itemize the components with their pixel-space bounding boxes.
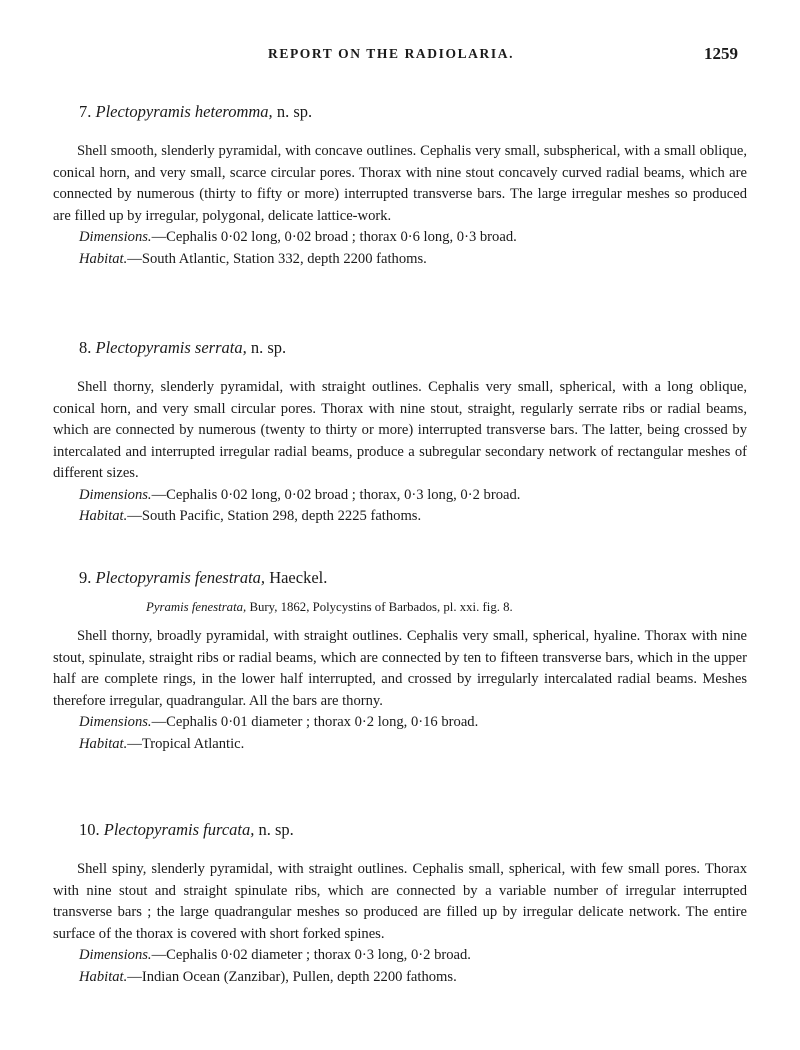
species-authority: n. sp. xyxy=(276,102,313,121)
species-description: Shell spiny, slenderly pyramidal, with straight outlines. Cephalis small, spherical, with few small pores. Thorax with nine stout and straight spinulate ribs, which are connected by a variable number of irregular interrupted transverse bars ; the large quadrangular meshes so produced are filled up by irregular delicate network. The entire surface of the thorax is covered with short forked spines. xyxy=(53,861,747,942)
habitat-label: Habitat. xyxy=(79,968,128,985)
habitat-line xyxy=(79,967,747,989)
species-entry-8 xyxy=(53,337,747,528)
species-name: Plectopyramis fenestrata, xyxy=(95,568,266,587)
dimensions-label: Dimensions. xyxy=(79,714,152,730)
species-number: 10. xyxy=(79,820,100,839)
species-heading xyxy=(79,567,747,589)
species-number: 7. xyxy=(79,102,92,121)
species-description: Shell smooth, slenderly pyramidal, with concave outlines. Cephalis very small, subspherical, with a small oblique, conical horn, and very small, scarce circular pores. Thorax with nine stout concavely curved radial beams, which are connected by numerous (thirty to fifty or more) interrupted transverse bars. The large irregular meshes so produced are filled up by irregular, polygonal, delicate lattice-work. xyxy=(53,143,747,224)
page-header xyxy=(0,44,800,68)
species-heading xyxy=(79,101,747,123)
habitat-text: —South Atlantic, Station 332, depth 2200 fathoms. xyxy=(127,250,427,267)
species-name: Plectopyramis furcata, xyxy=(103,820,255,839)
habitat-text: —Tropical Atlantic. xyxy=(127,735,245,752)
species-authority: n. sp. xyxy=(258,820,294,839)
habitat-label: Habitat. xyxy=(79,735,128,752)
species-entry-7 xyxy=(53,101,747,270)
species-description: Shell thorny, broadly pyramidal, with straight outlines. Cephalis very small, spherical, hyaline. Thorax with nine stout, spinulate, straight ribs or radial beams, which are connected by ten to fifteen transverse bars, which in the upper half are complete rings, in the lower half interrupted, and crossed by irregularly intercalated radial beams. Meshes therefore irregular, quadrangular. All the bars are thorny. xyxy=(53,628,747,709)
page-number: 1259 xyxy=(704,44,738,63)
dimensions-text: —Cephalis 0·02 long, 0·02 broad ; thorax, 0·3 long, 0·2 broad. xyxy=(151,486,521,503)
species-heading xyxy=(79,819,747,841)
dimensions-label: Dimensions. xyxy=(79,947,152,963)
running-head: REPORT ON THE RADIOLARIA. xyxy=(268,46,515,61)
habitat-label: Habitat. xyxy=(79,508,128,524)
dimensions-line xyxy=(79,485,747,507)
synonym-name: Pyramis fenestrata, xyxy=(146,600,247,614)
dimensions-text: —Cephalis 0·01 diameter ; thorax 0·2 long, 0·16 broad. xyxy=(151,714,479,730)
habitat-text: —Indian Ocean (Zanzibar), Pullen, depth 2200 fathoms. xyxy=(127,968,457,985)
dimensions-label: Dimensions. xyxy=(79,486,152,503)
dimensions-line xyxy=(79,712,747,734)
habitat-text: —South Pacific, Station 298, depth 2225 fathoms. xyxy=(127,508,422,524)
dimensions-line xyxy=(79,227,747,249)
habitat-line xyxy=(79,506,747,528)
synonym-citation: Bury, 1862, Polycystins of Barbados, pl. xxi. fig. 8. xyxy=(249,600,513,614)
species-name: Plectopyramis serrata, xyxy=(95,338,247,357)
dimensions-line xyxy=(79,945,747,967)
synonym-reference xyxy=(146,598,747,616)
species-authority: Haeckel. xyxy=(269,568,328,587)
species-name: Plectopyramis heteromma, xyxy=(95,102,273,121)
species-authority: n. sp. xyxy=(250,338,287,357)
species-description: Shell thorny, slenderly pyramidal, with straight outlines. Cephalis very small, spherical, with a long oblique, conical horn, and very small circular pores. Thorax with nine stout, straight, regularly serrate ribs or radial beams, which are connected by numerous (twenty to thirty or more) interrupted transverse bars. The latter, being crossed by intercalated and interrupted irregular radial beams, produce a subregular secondary network of rectangular meshes of different sizes. xyxy=(53,379,747,481)
dimensions-label: Dimensions. xyxy=(79,229,152,245)
species-number: 8. xyxy=(79,338,92,357)
dimensions-text: —Cephalis 0·02 diameter ; thorax 0·3 long, 0·2 broad. xyxy=(151,947,471,963)
species-heading xyxy=(79,337,747,359)
habitat-label: Habitat. xyxy=(79,250,128,267)
species-entry-10 xyxy=(53,819,747,988)
habitat-line xyxy=(79,734,747,756)
habitat-line xyxy=(79,249,747,271)
species-number: 9. xyxy=(79,568,92,587)
species-entry-9 xyxy=(53,567,747,755)
dimensions-text: —Cephalis 0·02 long, 0·02 broad ; thorax 0·6 long, 0·3 broad. xyxy=(151,229,517,245)
